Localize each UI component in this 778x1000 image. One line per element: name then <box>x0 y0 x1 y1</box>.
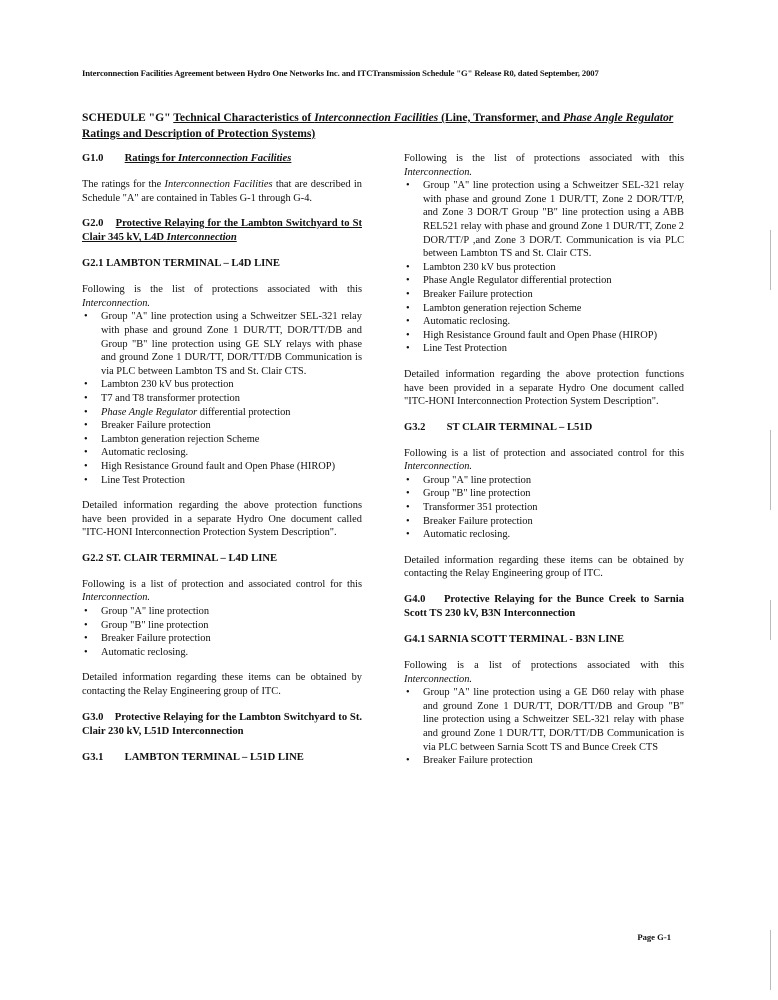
list-item: • Group "B" line protection <box>82 619 362 633</box>
list-item: • Lambton generation rejection Scheme <box>82 433 362 447</box>
section-title: Ratings for <box>124 153 179 164</box>
section-title-italic: Interconnection Facilities <box>178 153 292 164</box>
schedule-title-a: Technical Characteristics of <box>173 111 315 124</box>
g41-list <box>404 686 684 768</box>
schedule-title-prefix: SCHEDULE "G" <box>82 111 174 124</box>
section-g2-heading <box>82 217 362 245</box>
list-item: • Group "B" line protection <box>404 487 684 501</box>
list-item: • Automatic reclosing. <box>82 646 362 660</box>
section-g21-heading: G2.1 LAMBTON TERMINAL – L4D LINE <box>82 258 280 270</box>
list-item: • Automatic reclosing. <box>82 446 362 460</box>
list-item: • Group "A" line protection using a Schweitzer SEL-321 relay with phase and ground Zone 1 DUR/TT, Zone 2 DOR/TT/P, and Zone 3 DOR/T Group "B" line protection using a ABB REL521 relay with phase and ground Zone 1 DUR/TT, Zone 2 DOR/TT/P ,and Zone 3 DOR/T. Communication is via PLC between Lambton TS and St. Clair CTS. <box>404 179 684 261</box>
scan-mark <box>770 600 771 640</box>
schedule-title-b: Interconnection Facilities <box>314 111 439 124</box>
list-item: • High Resistance Ground fault and Open Phase (HIROP) <box>404 329 684 343</box>
section-number: G4.0 <box>404 594 426 606</box>
g31-list <box>404 179 684 356</box>
list-item: • Phase Angle Regulator differential protection <box>82 406 362 420</box>
list-item: • Breaker Failure protection <box>404 754 684 768</box>
page-number: Page G-1 <box>637 932 671 942</box>
g32-outro: Detailed information regarding these items can be obtained by contacting the Relay Engineering group of ITC. <box>404 554 684 580</box>
list-item: • Group "A" line protection <box>404 474 684 488</box>
section-title: Protective Relaying for the Bunce Creek to Sarnia Scott TS 230 kV, B3N Interconnection <box>404 594 684 620</box>
section-title-italic: Interconnection <box>166 232 237 244</box>
schedule-title-d: Phase Angle Regulator <box>562 111 674 124</box>
list-item: • Breaker Failure protection <box>82 419 362 433</box>
right-column <box>404 152 684 780</box>
schedule-title <box>82 110 694 142</box>
left-column <box>82 152 362 777</box>
g1-paragraph: The ratings for the Interconnection Facilities that are described in Schedule "A" are contained in Tables G-1 through G-4. <box>82 179 362 204</box>
g22-outro: Detailed information regarding these items can be obtained by contacting the Relay Engineering group of ITC. <box>82 672 362 698</box>
list-item: • Group "A" line protection <box>82 605 362 619</box>
section-title: ST CLAIR TERMINAL – L51D <box>446 421 593 433</box>
list-item: • Breaker Failure protection <box>82 632 362 646</box>
list-item: • Breaker Failure protection <box>404 515 684 529</box>
section-g3-heading <box>82 711 362 739</box>
section-title: Protective Relaying for the Lambton Switchyard to St. Clair 230 kV, L51D Interconnection <box>82 711 363 737</box>
list-item: • Lambton generation rejection Scheme <box>404 302 684 316</box>
g22-intro: Following is a list of protection and associated control for this Interconnection. <box>82 578 362 604</box>
g21-intro: Following is the list of protections associated with this Interconnection. <box>82 284 362 309</box>
list-item: • Group "A" line protection using a Schweitzer SEL-321 relay with phase and ground Zone 1 DUR/TT, DOR/TT/DB and Group "B" line protection using GE SLY relays with phase and ground Zone 1 DUR/TT, DOR/TT/DB Communication is via PLC between Lambton TS and St. Clair CTS. <box>82 310 362 378</box>
g32-intro: Following is a list of protection and associated control for this Interconnection. <box>404 447 684 473</box>
page-header: Interconnection Facilities Agreement between Hydro One Networks Inc. and ITCTransmission Schedule "G" Release R0, dated September, 2007 <box>82 68 599 78</box>
section-title: LAMBTON TERMINAL – L51D LINE <box>124 751 304 763</box>
g22-list <box>82 605 362 659</box>
section-g22-heading: G2.2 ST. CLAIR TERMINAL – L4D LINE <box>82 552 278 564</box>
scan-mark <box>770 430 771 510</box>
scan-mark <box>770 930 771 990</box>
section-number: G3.0 <box>82 711 104 723</box>
list-item: • Automatic reclosing. <box>404 315 684 329</box>
section-g1-heading <box>82 152 362 166</box>
section-g4-heading <box>404 593 684 621</box>
g41-intro: Following is a list of protections associated with this Interconnection. <box>404 660 684 685</box>
section-number: G1.0 <box>82 153 104 164</box>
section-number: G2.0 <box>82 218 104 230</box>
schedule-title-c: (Line, Transformer, and <box>438 111 563 124</box>
g21-outro: Detailed information regarding the above protection functions have been provided in a separate Hydro One document called "ITC-HONI Interconnection Protection System Description". <box>82 500 362 539</box>
section-title: Protective Relaying for the Lambton Switchyard to St Clair 345 kV, L4D <box>82 218 362 244</box>
section-g41-heading: G4.1 SARNIA SCOTT TERMINAL - B3N LINE <box>404 634 625 646</box>
list-item: • Group "A" line protection using a GE D60 relay with phase and ground Zone 1 DUR/TT, DOR/TT/DB and Group "B" line protection using a Schweitzer SEL-321 relay with phase and ground Zone 1 DUR/TT, DOR/TT/DB Communication is via PLC between Sarnia Scott TS and Bunce Creek CTS <box>404 686 684 754</box>
schedule-title-e: Ratings and Description of Protection Systems) <box>82 127 316 140</box>
list-item: • Lambton 230 kV bus protection <box>404 261 684 275</box>
section-number: G3.1 <box>82 751 104 763</box>
scan-mark <box>770 230 771 290</box>
list-item: • Automatic reclosing. <box>404 528 684 542</box>
list-item: • Line Test Protection <box>404 342 684 356</box>
g32-list <box>404 474 684 542</box>
section-number: G3.2 <box>404 421 426 433</box>
g31-outro: Detailed information regarding the above protection functions have been provided in a separate Hydro One document called "ITC-HONI Interconnection Protection System Description". <box>404 368 684 408</box>
list-item: • Lambton 230 kV bus protection <box>82 378 362 392</box>
list-item: • T7 and T8 transformer protection <box>82 392 362 406</box>
list-item: • High Resistance Ground fault and Open Phase (HIROP) <box>82 460 362 474</box>
g21-list <box>82 310 362 487</box>
list-item: • Transformer 351 protection <box>404 501 684 515</box>
list-item: • Breaker Failure protection <box>404 288 684 302</box>
list-item: • Phase Angle Regulator differential protection <box>404 274 684 288</box>
list-item: • Line Test Protection <box>82 474 362 488</box>
section-g32-heading <box>404 421 684 435</box>
g31-intro: Following is the list of protections associated with this Interconnection. <box>404 153 684 178</box>
section-g31-heading <box>82 751 362 765</box>
